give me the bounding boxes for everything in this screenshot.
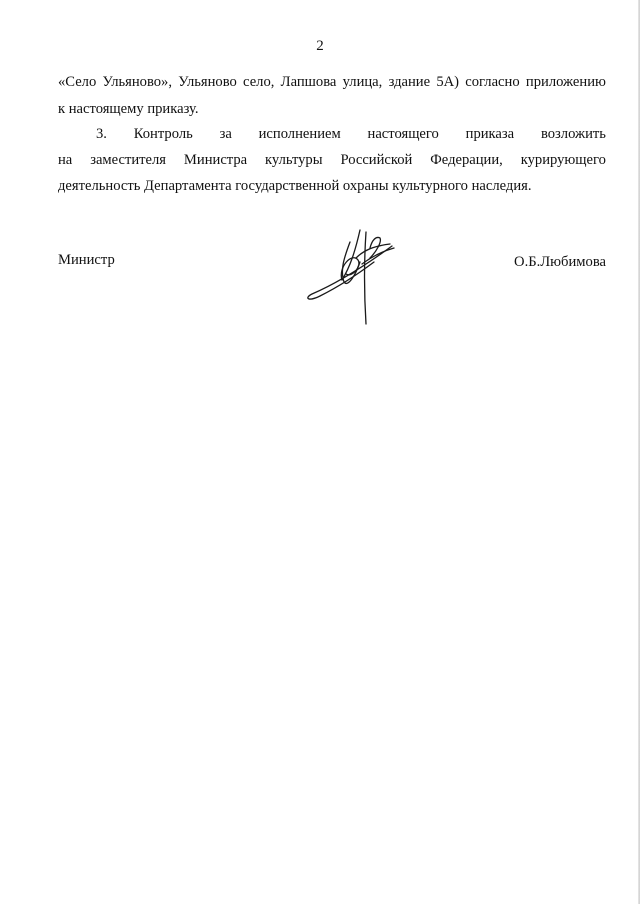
signatory-name: О.Б.Любимова bbox=[514, 254, 606, 270]
word: село, bbox=[243, 74, 275, 90]
word: приказа bbox=[465, 126, 515, 142]
word: «Село bbox=[58, 74, 97, 90]
word: Ульяново», bbox=[102, 74, 173, 90]
word: культуры bbox=[265, 152, 323, 168]
page-number: 2 bbox=[316, 38, 324, 54]
word: за bbox=[219, 126, 232, 142]
word: Российской bbox=[340, 152, 413, 168]
word: на bbox=[58, 152, 73, 168]
word: улица, bbox=[342, 74, 383, 90]
word: приложению bbox=[525, 74, 606, 90]
word: согласно bbox=[465, 74, 520, 90]
word: настоящего bbox=[367, 126, 439, 142]
paragraph-2-line-2 bbox=[58, 151, 606, 169]
word: заместителя bbox=[90, 152, 167, 168]
word: Федерации, bbox=[430, 152, 503, 168]
word: Лапшова bbox=[280, 74, 337, 90]
paragraph-1-line-2: к настоящему приказу. bbox=[58, 101, 199, 117]
word: 3. bbox=[96, 126, 107, 142]
paragraph-2-line-1 bbox=[96, 125, 606, 143]
word: возложить bbox=[540, 126, 606, 142]
paragraph-1-line-1 bbox=[58, 73, 606, 91]
word: курирующего bbox=[520, 152, 606, 168]
handwritten-signature bbox=[300, 222, 400, 327]
word: Министра bbox=[183, 152, 248, 168]
paragraph-2-line-3: деятельность Департамента государственной охраны культурного наследия. bbox=[58, 178, 532, 194]
word: Ульяново bbox=[178, 74, 237, 90]
word: исполнением bbox=[258, 126, 341, 142]
word: 5А) bbox=[436, 74, 460, 90]
word: Контроль bbox=[133, 126, 193, 142]
word: здание bbox=[388, 74, 431, 90]
signatory-position: Министр bbox=[58, 252, 115, 268]
